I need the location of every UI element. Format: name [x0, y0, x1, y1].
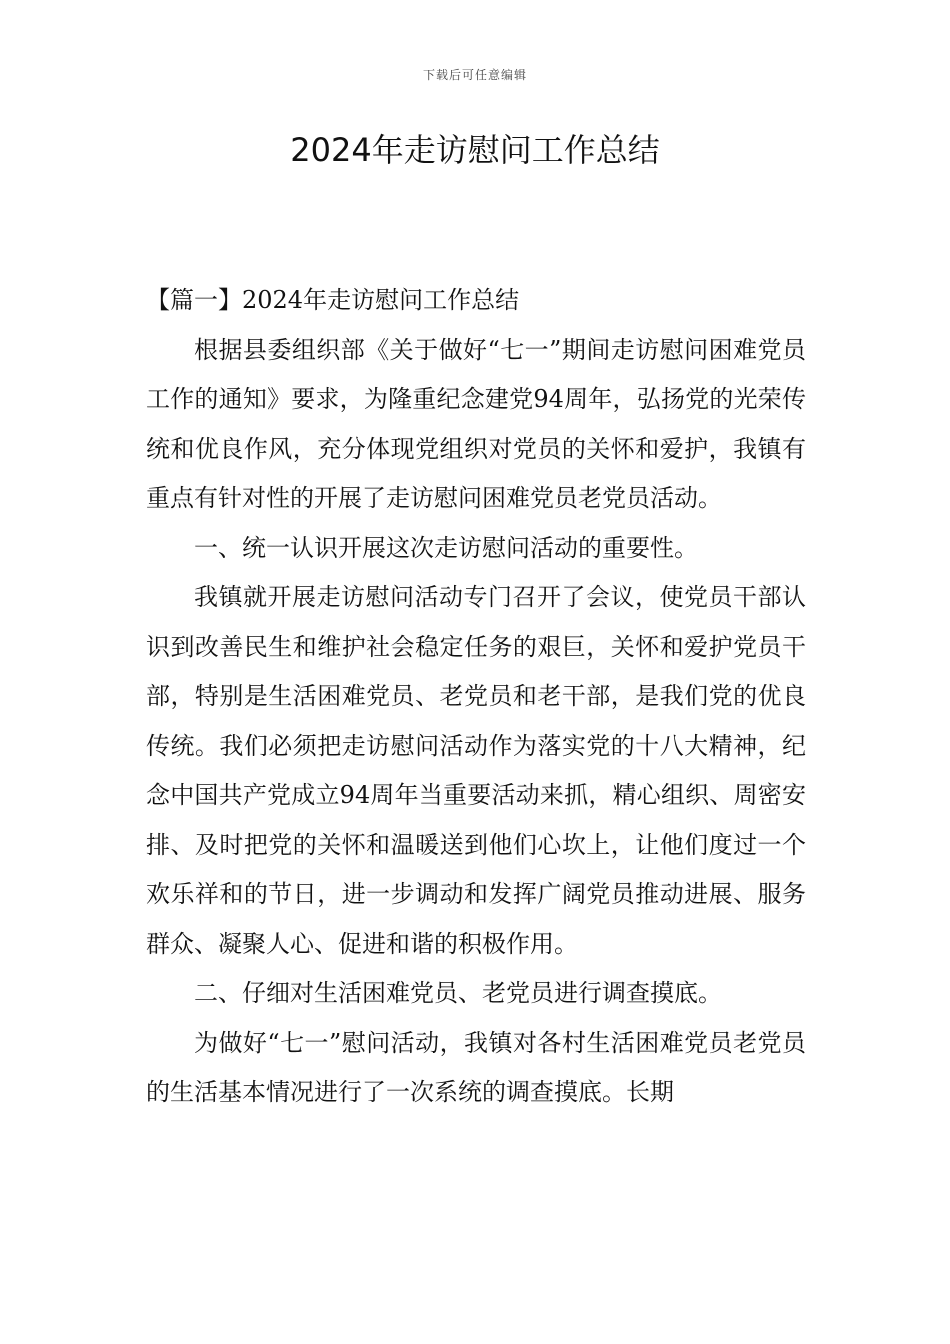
section-label: 【篇一】2024年走访慰问工作总结	[146, 286, 520, 314]
heading-section-two: 二、仔细对生活困难党员、老党员进行调查摸底。	[194, 979, 722, 1007]
paragraph-section-two: 为做好“七一”慰问活动，我镇对各村生活困难党员老党员的生活基本情况进行了一次系统的调查摸底。长期	[146, 1028, 806, 1106]
paragraph-section-one: 我镇就开展走访慰问活动专门召开了会议，使党员干部认识到改善民生和维护社会稳定任务的艰巨，关怀和爱护党员干部，特别是生活困难党员、老党员和老干部，是我们党的优良传统。我们必须把走访慰问活动作为落实党的十八大精神，纪念中国共产党成立94周年当重要活动来抓，精心组织、周密安排、及时把党的关怀和温暖送到他们心坎上，让他们度过一个欢乐祥和的节日，进一步调动和发挥广阔党员推动进展、服务群众、凝聚人心、促进和谐的积极作用。	[146, 583, 806, 958]
heading-section-one: 一、统一认识开展这次走访慰问活动的重要性。	[194, 533, 698, 562]
document-title: 2024年走访慰问工作总结	[290, 131, 660, 169]
paragraph-intro: 根据县委组织部《关于做好“七一”期间走访慰问困难党员工作的通知》要求，为隆重纪念建党94周年，弘扬党的光荣传统和优良作风，充分体现党组织对党员的关怀和爱护，我镇有重点有针对性的开展了走访慰问困难党员老党员活动。	[146, 335, 806, 512]
document-body	[146, 276, 806, 1118]
header-note: 下载后可任意编辑	[422, 68, 527, 82]
